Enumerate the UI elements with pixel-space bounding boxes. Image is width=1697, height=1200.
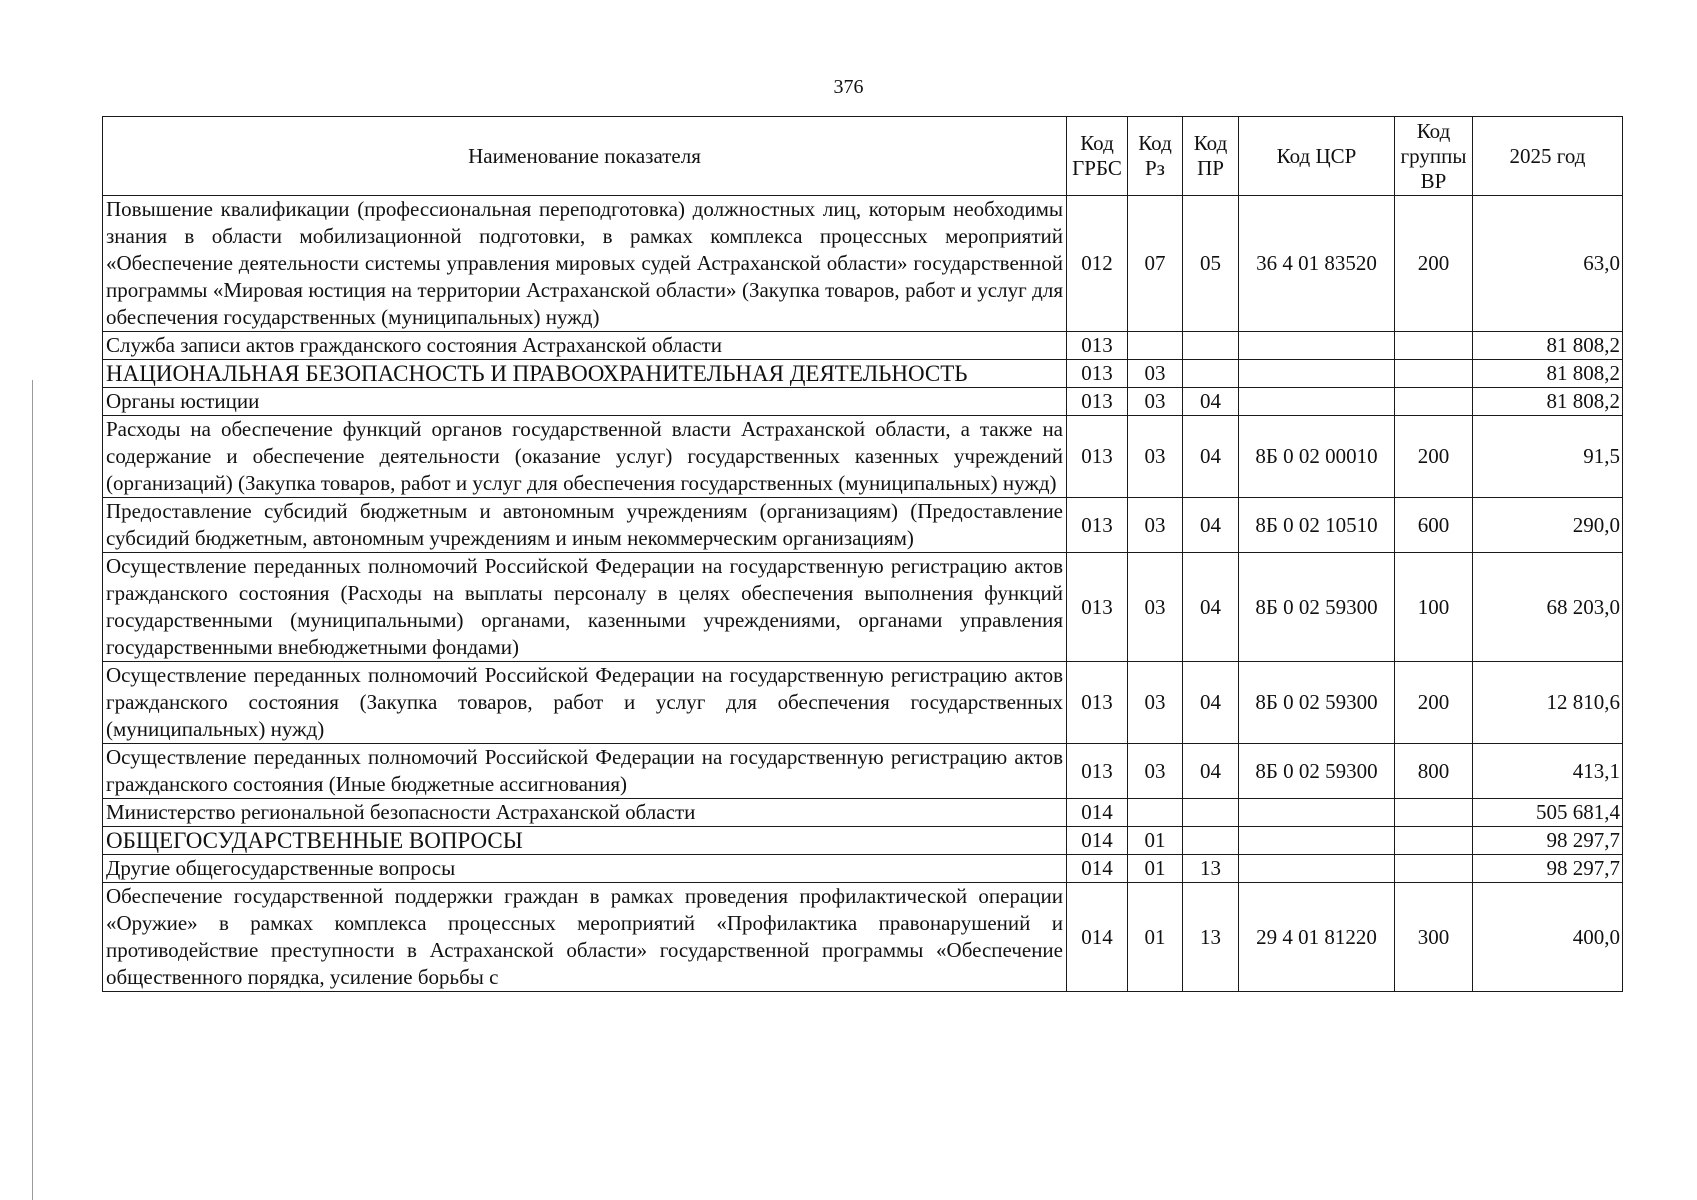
row-amount: 68 203,0 [1473,553,1623,662]
row-csr: 8Б 0 02 59300 [1239,662,1395,744]
row-amount: 413,1 [1473,744,1623,799]
row-vr: 300 [1395,883,1473,992]
row-pr: 04 [1183,388,1239,416]
row-name: Расходы на обеспечение функций органов государственной власти Астраханской области, а также на содержание и обеспечение деятельности (оказание услуг) государственных казенных учреждений (организаций) (Закупка товаров, работ и услуг для обеспечения государственных (муниципальных) нужд) [103,416,1067,498]
row-amount: 12 810,6 [1473,662,1623,744]
table-row [103,662,1623,744]
table-row [103,827,1623,855]
row-pr [1183,360,1239,388]
row-amount: 98 297,7 [1473,827,1623,855]
row-grbs: 012 [1067,196,1128,332]
row-csr: 29 4 01 81220 [1239,883,1395,992]
row-name: Осуществление переданных полномочий Российской Федерации на государственную регистрацию актов гражданского состояния (Закупка товаров, работ и услуг для обеспечения государственных (муниципальных) нужд) [103,662,1067,744]
row-amount: 91,5 [1473,416,1623,498]
row-pr [1183,827,1239,855]
row-pr [1183,799,1239,827]
table-row [103,498,1623,553]
table-row [103,799,1623,827]
row-name: Повышение квалификации (профессиональная переподготовка) должностных лиц, которым необходимы знания в области мобилизационной подготовки, в рамках комплекса процессных мероприятий «Обеспечение деятельности системы управления мировых судей Астраханской области» государственной программы «Мировая юстиция на территории Астраханской области» (Закупка товаров, работ и услуг для обеспечения государственных (муниципальных) нужд) [103,196,1067,332]
row-vr [1395,855,1473,883]
row-rz: 01 [1128,827,1183,855]
row-rz: 03 [1128,360,1183,388]
row-csr: 8Б 0 02 00010 [1239,416,1395,498]
header-csr: Код ЦСР [1239,117,1395,196]
row-name: Осуществление переданных полномочий Российской Федерации на государственную регистрацию актов гражданского состояния (Иные бюджетные ассигнования) [103,744,1067,799]
row-rz: 03 [1128,744,1183,799]
row-grbs: 013 [1067,744,1128,799]
row-rz: 07 [1128,196,1183,332]
row-name: Обеспечение государственной поддержки граждан в рамках проведения профилактической операции «Оружие» в рамках комплекса процессных мероприятий «Профилактика правонарушений и противодействие преступности в Астраханской области» государственной программы «Обеспечение общественного порядка, усиление борьбы с [103,883,1067,992]
row-rz: 03 [1128,553,1183,662]
row-csr [1239,388,1395,416]
row-vr [1395,388,1473,416]
row-grbs: 013 [1067,388,1128,416]
table-row [103,744,1623,799]
scan-edge-line [32,380,33,1200]
row-rz: 03 [1128,498,1183,553]
row-rz: 03 [1128,388,1183,416]
header-vr: Код группы ВР [1395,117,1473,196]
table-row [103,855,1623,883]
row-vr: 200 [1395,196,1473,332]
row-amount: 400,0 [1473,883,1623,992]
row-vr [1395,799,1473,827]
row-rz: 01 [1128,883,1183,992]
row-pr: 04 [1183,416,1239,498]
row-name: Служба записи актов гражданского состояния Астраханской области [103,332,1067,360]
row-pr: 04 [1183,553,1239,662]
header-year: 2025 год [1473,117,1623,196]
row-amount: 81 808,2 [1473,388,1623,416]
row-grbs: 013 [1067,332,1128,360]
row-vr: 100 [1395,553,1473,662]
row-rz: 03 [1128,662,1183,744]
row-pr: 13 [1183,855,1239,883]
row-amount: 81 808,2 [1473,332,1623,360]
row-pr [1183,332,1239,360]
row-grbs: 013 [1067,662,1128,744]
row-csr: 36 4 01 83520 [1239,196,1395,332]
row-amount: 505 681,4 [1473,799,1623,827]
row-grbs: 013 [1067,553,1128,662]
row-grbs: 013 [1067,498,1128,553]
row-csr: 8Б 0 02 59300 [1239,744,1395,799]
row-vr [1395,827,1473,855]
row-vr [1395,332,1473,360]
row-pr: 04 [1183,662,1239,744]
table-row [103,883,1623,992]
page-number: 376 [833,76,864,98]
row-csr [1239,360,1395,388]
row-pr: 05 [1183,196,1239,332]
budget-table [102,116,1623,992]
row-name: Предоставление субсидий бюджетным и автономным учреждениям (организациям) (Предоставление субсидий бюджетным, автономным учреждениям и иным некоммерческим организациям) [103,498,1067,553]
row-pr: 04 [1183,744,1239,799]
table-row [103,360,1623,388]
row-amount: 98 297,7 [1473,855,1623,883]
row-name: Министерство региональной безопасности Астраханской области [103,799,1067,827]
row-grbs: 014 [1067,799,1128,827]
table-row [103,553,1623,662]
row-name: Осуществление переданных полномочий Российской Федерации на государственную регистрацию актов гражданского состояния (Расходы на выплаты персоналу в целях обеспечения выполнения функций государственными (муниципальными) органами, казенными учреждениями, органами управления государственными внебюджетными фондами) [103,553,1067,662]
row-rz: 01 [1128,855,1183,883]
row-csr [1239,799,1395,827]
row-csr [1239,332,1395,360]
row-vr [1395,360,1473,388]
header-grbs: Код ГРБС [1067,117,1128,196]
row-grbs: 014 [1067,827,1128,855]
row-name: Другие общегосударственные вопросы [103,855,1067,883]
row-csr: 8Б 0 02 59300 [1239,553,1395,662]
row-csr [1239,855,1395,883]
header-rz: Код Рз [1128,117,1183,196]
header-pr: Код ПР [1183,117,1239,196]
row-grbs: 013 [1067,360,1128,388]
row-grbs: 013 [1067,416,1128,498]
row-name: ОБЩЕГОСУДАРСТВЕННЫЕ ВОПРОСЫ [103,827,1067,855]
row-name: Органы юстиции [103,388,1067,416]
row-vr: 800 [1395,744,1473,799]
row-amount: 290,0 [1473,498,1623,553]
row-pr: 13 [1183,883,1239,992]
table-row [103,196,1623,332]
row-rz [1128,332,1183,360]
row-rz: 03 [1128,416,1183,498]
row-grbs: 014 [1067,883,1128,992]
row-grbs: 014 [1067,855,1128,883]
table-row [103,388,1623,416]
row-vr: 600 [1395,498,1473,553]
row-amount: 63,0 [1473,196,1623,332]
row-rz [1128,799,1183,827]
row-name: НАЦИОНАЛЬНАЯ БЕЗОПАСНОСТЬ И ПРАВООХРАНИТЕЛЬНАЯ ДЕЯТЕЛЬНОСТЬ [103,360,1067,388]
header-name: Наименование показателя [103,117,1067,196]
row-amount: 81 808,2 [1473,360,1623,388]
row-vr: 200 [1395,662,1473,744]
row-pr: 04 [1183,498,1239,553]
table-row [103,416,1623,498]
row-csr: 8Б 0 02 10510 [1239,498,1395,553]
row-vr: 200 [1395,416,1473,498]
row-csr [1239,827,1395,855]
table-row [103,332,1623,360]
table-header-row [103,117,1623,196]
